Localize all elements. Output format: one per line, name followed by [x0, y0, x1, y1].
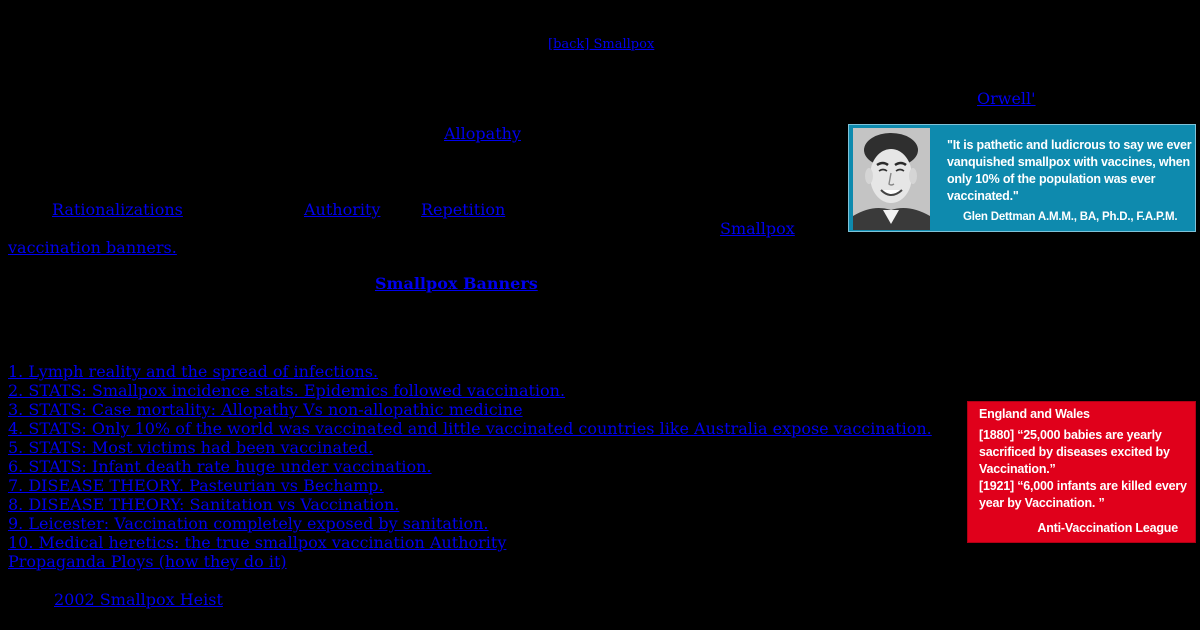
back-smallpox-link[interactable]: [back] Smallpox — [548, 37, 655, 52]
orwell-link[interactable]: Orwell' — [977, 89, 1036, 108]
league-signature-text: Anti-Vaccination League — [1037, 521, 1178, 535]
repetition-link[interactable]: Repetition — [421, 200, 506, 219]
authority-link[interactable]: Authority — [304, 200, 381, 219]
smallpox-banners-heading-link[interactable]: Smallpox Banners — [375, 274, 538, 293]
rationalizations-link[interactable]: Rationalizations — [52, 200, 183, 219]
smallpox-link[interactable]: Smallpox — [720, 219, 795, 238]
quote-1921-text: [1921] “6,000 infants are killed every year by Vaccination. ” — [979, 479, 1187, 510]
dettman-portrait-image — [853, 128, 930, 230]
list-item[interactable]: 2. STATS: Smallpox incidence stats. Epidemics followed vaccination. — [8, 381, 566, 400]
list-item[interactable]: 9. Leicester: Vaccination completely exposed by sanitation. — [8, 514, 489, 533]
list-item[interactable]: 3. STATS: Case mortality: Allopathy Vs non-allopathic medicine — [8, 400, 523, 419]
list-item[interactable]: 8. DISEASE THEORY: Sanitation vs Vaccination. — [8, 495, 400, 514]
dettman-quote-banner — [848, 124, 1196, 232]
dettman-quote-text: "It is pathetic and ludicrous to say we ever vanquished smallpox with vaccines, when only 10% of the population was ever vaccinated." — [947, 138, 1192, 203]
smallpox-heist-link[interactable]: 2002 Smallpox Heist — [54, 590, 223, 609]
list-item[interactable]: 1. Lymph reality and the spread of infections. — [8, 362, 379, 381]
topic-list — [8, 362, 932, 571]
list-item[interactable]: 10. Medical heretics: the true smallpox vaccination Authority — [8, 533, 507, 552]
list-item[interactable]: 7. DISEASE THEORY. Pasteurian vs Bechamp. — [8, 476, 384, 495]
list-item[interactable]: 4. STATS: Only 10% of the world was vaccinated and little vaccinated countries like Australia expose vaccination. — [8, 419, 932, 438]
list-item[interactable]: Propaganda Ploys (how they do it) — [8, 552, 287, 571]
list-item[interactable]: 6. STATS: Infant death rate huge under vaccination. — [8, 457, 432, 476]
vaccination-banners-link[interactable]: vaccination banners. — [8, 238, 177, 257]
list-item[interactable]: 5. STATS: Most victims had been vaccinated. — [8, 438, 374, 457]
dettman-author-text: Glen Dettman A.M.M., BA, Ph.D., F.A.P.M. — [963, 211, 1178, 223]
anti-vaccination-league-banner — [967, 401, 1196, 543]
banner-header-text: England and Wales — [979, 407, 1090, 421]
allopathy-link[interactable]: Allopathy — [444, 124, 521, 143]
quote-1880-text: [1880] “25,000 babies are yearly sacrificed by diseases excited by Vaccination.” — [979, 428, 1170, 476]
